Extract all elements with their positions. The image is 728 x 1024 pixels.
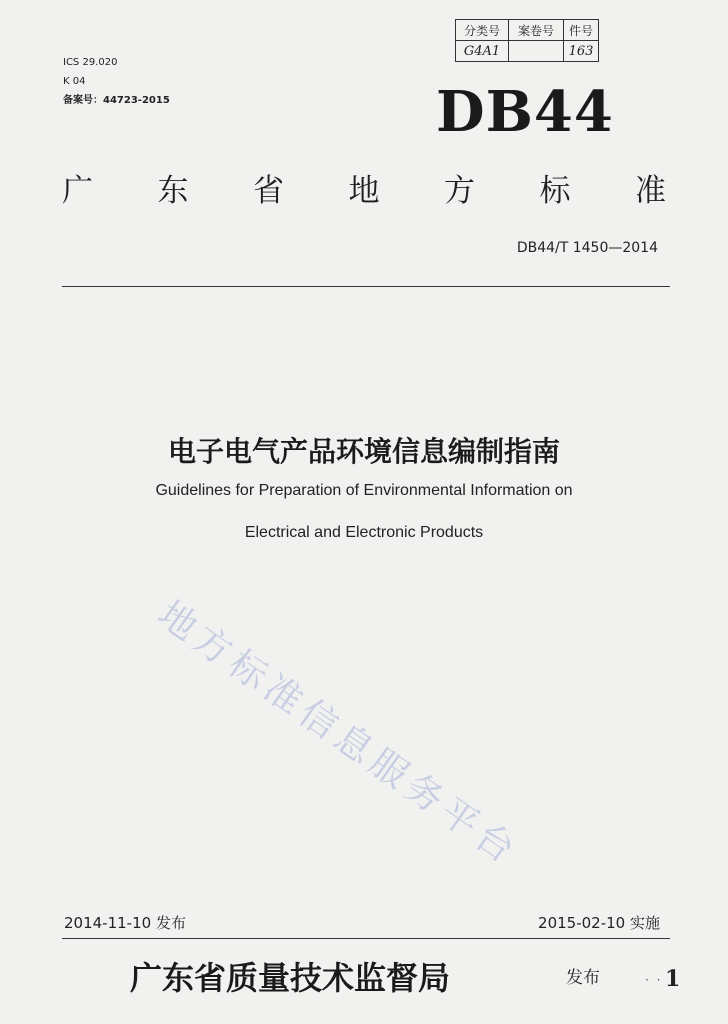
issue-label: 发布 bbox=[566, 968, 600, 988]
title-char: 省 bbox=[253, 173, 284, 209]
page-number: 1 bbox=[665, 966, 681, 992]
stamp-value-file bbox=[509, 41, 564, 62]
issuing-authority: 广东省质量技术监督局 bbox=[130, 959, 451, 997]
standard-type-title bbox=[62, 165, 666, 210]
title-char: 地 bbox=[348, 173, 380, 209]
title-char: 准 bbox=[635, 173, 666, 209]
document-title-english-line2: Electrical and Electronic Products bbox=[244, 524, 484, 541]
scan-dots: · · bbox=[645, 973, 663, 987]
title-char: 广 bbox=[62, 173, 93, 209]
classification-codes bbox=[63, 53, 170, 110]
ics-code: ICS 29.020 bbox=[63, 57, 118, 68]
standard-code-large: DB44 bbox=[436, 79, 614, 145]
standard-number: DB44/T 1450—2014 bbox=[516, 240, 658, 256]
title-char: 标 bbox=[539, 173, 571, 209]
document-title-chinese: 电子电气产品环境信息编制指南 bbox=[167, 435, 560, 468]
top-divider bbox=[62, 286, 670, 287]
archive-stamp bbox=[455, 19, 599, 62]
stamp-value-category: G4A1 bbox=[456, 41, 509, 62]
stamp-value-item: 163 bbox=[564, 41, 599, 62]
title-char: 东 bbox=[157, 173, 189, 209]
issue-date: 2014-11-10 发布 bbox=[64, 914, 186, 932]
record-number: 备案号：44723-2015 bbox=[63, 95, 170, 106]
stamp-header-file: 案卷号 bbox=[509, 20, 564, 41]
bottom-divider bbox=[62, 938, 670, 939]
stamp-header-category: 分类号 bbox=[456, 20, 509, 41]
implementation-date: 2015-02-10 实施 bbox=[538, 914, 660, 932]
stamp-header-item: 件号 bbox=[564, 20, 599, 41]
class-code: K 04 bbox=[63, 76, 86, 87]
document-title-english-line1: Guidelines for Preparation of Environmental Information on bbox=[155, 482, 573, 499]
title-char: 方 bbox=[444, 173, 475, 209]
watermark: 地方标准信息服务平台 bbox=[150, 592, 528, 875]
